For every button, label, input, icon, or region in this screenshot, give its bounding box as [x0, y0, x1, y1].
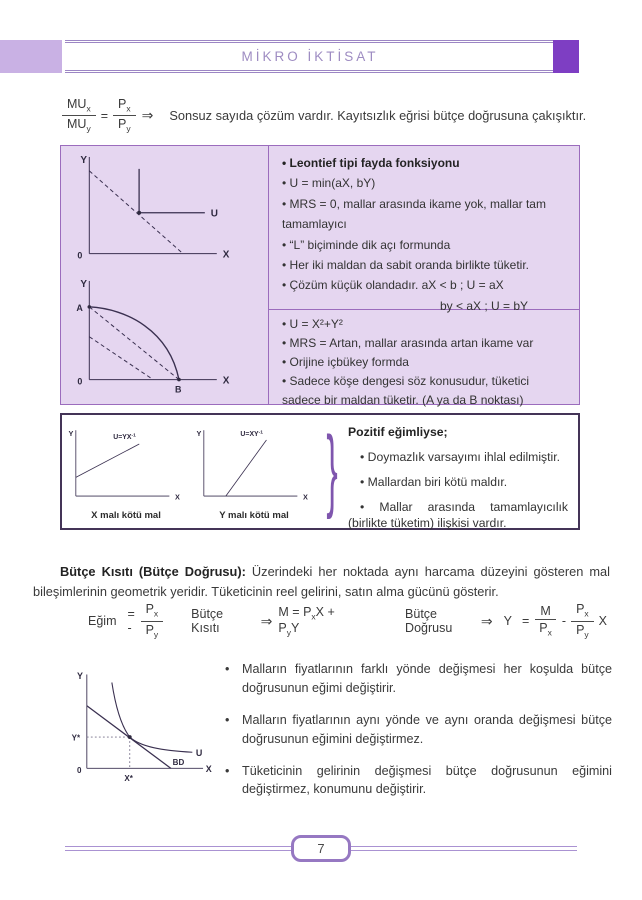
- l-shaped-indifference-graph: [65, 149, 265, 271]
- y-axis-label: Y: [80, 154, 87, 166]
- origin-label: 0: [77, 250, 83, 261]
- graph-caption: X malı kötü mal: [91, 510, 161, 521]
- concave-section: [269, 310, 579, 410]
- slope-formula: [88, 602, 163, 639]
- y-star-label: Y*: [71, 733, 81, 743]
- point-b: [177, 377, 181, 381]
- tangency-graph: [60, 666, 212, 792]
- footer-line-left: [65, 846, 291, 851]
- p-y-sub: y: [126, 123, 131, 134]
- formula-statement: Sonsuz sayıda çözüm vardır. Kayıtsızlık eğrisi bütçe doğrusuna çakışıktır.: [169, 108, 587, 124]
- list-item: • MRS = Artan, mallar arasında artan ikame var: [282, 334, 569, 353]
- x-axis-label: X: [175, 492, 180, 502]
- mu-x: MU: [67, 97, 87, 111]
- list-item: • U = min(aX, bY): [282, 173, 569, 193]
- p-x: P: [118, 97, 127, 111]
- budget-lead: Bütçe Kısıtı (Bütçe Doğrusu):: [60, 563, 246, 579]
- x-axis-label: X: [222, 249, 230, 261]
- constraint-equation: $M = P_xX + P_yY$: [278, 604, 335, 638]
- x-star-label: X*: [124, 773, 133, 783]
- income-price-fraction: $\frac{M}{P_x}$: [534, 604, 557, 638]
- budget-text: Üzerindeki her noktada aynı harcama düzeyini gösteren mal bileşimlerinin geometrik yeridir. Tüketicinin reel gelirini, satın alma gücünü gösterir.: [33, 563, 610, 600]
- tangency-point: [128, 735, 132, 739]
- implies-arrow-icon: ⇒: [141, 107, 154, 124]
- point-a-label: A: [76, 302, 83, 313]
- concave-indifference-graph: [65, 271, 265, 404]
- y-axis-label: Y: [76, 670, 83, 681]
- list-item: • MRS = 0, mallar arasında ikame yok, mallar tam tamamlayıcı: [282, 194, 569, 235]
- x-bad-good-graph: [62, 420, 184, 512]
- list-item: • Sadece köşe dengesi söz konusudur, tüketici sadece bir maldan tüketir. (A ya da B noktası): [282, 372, 569, 410]
- price-ratio-fraction: $\frac{P_x}{P_y}$: [141, 602, 164, 639]
- y-bad-good-figure: [190, 415, 318, 528]
- list-item: • Orijine içbükey formda: [282, 353, 569, 372]
- page-title: MİKRO İKTİSAT: [241, 49, 379, 64]
- bottom-section: [60, 656, 612, 812]
- slope-label: Eğim: [88, 614, 117, 628]
- list-item: • Çözüm küçük olandadır. aX < b ; U = aX: [282, 275, 569, 295]
- list-item: • Malların fiyatlarının aynı yönde ve aynı oranda değişmesi bütçe doğrusunun eğimini değiştirmez.: [218, 711, 612, 749]
- header-band: [65, 40, 555, 73]
- leontief-text-column: [269, 146, 579, 407]
- list-item: • “L” biçiminde dik açı formunda: [282, 235, 569, 255]
- footer-line-right: [351, 846, 577, 851]
- origin-label: 0: [77, 376, 83, 387]
- positive-slope-text: [346, 415, 578, 531]
- utility-label: $U=XY^{-1}$: [240, 430, 264, 438]
- leontief-utility-box: [60, 145, 580, 405]
- leontief-section: [269, 146, 579, 313]
- y-axis-label: Y: [80, 278, 87, 290]
- corner-point: [137, 211, 141, 215]
- utility-label: $U=YX^{-1}$: [113, 433, 136, 442]
- page-number-badge: [291, 835, 351, 862]
- graph-caption: Y malı kötü mal: [219, 510, 289, 521]
- list-item: • Tüketicinin gelirinin değişmesi bütçe doğrusunun eğimini değiştirmez, konumunu değiştirir.: [218, 762, 612, 800]
- l-shaped-curve: [139, 169, 205, 213]
- equals-sign: =: [100, 108, 109, 123]
- x-axis-label: X: [222, 375, 230, 387]
- mu-x-sub: x: [86, 103, 91, 114]
- x-bad-good-figure: [62, 415, 190, 528]
- tangency-figure: [60, 656, 212, 812]
- p-x-sub: x: [126, 103, 131, 114]
- indifference-curve: [112, 683, 192, 753]
- positive-slope-title: Pozitif eğimliyse;: [348, 425, 448, 439]
- origin-label: 0: [76, 765, 82, 775]
- utility-line: [226, 440, 267, 496]
- y-axis-label: Y: [68, 428, 74, 438]
- header-left-strip: [0, 40, 62, 73]
- leontief-title: • Leontief tipi fayda fonksiyonu: [282, 153, 569, 173]
- mu-y: MU: [67, 117, 87, 132]
- mu-y-sub: y: [86, 123, 91, 134]
- budget-constraint-formula: [191, 605, 351, 638]
- line-label: Bütçe Doğrusu: [405, 607, 453, 635]
- mu-ratio-fraction: [62, 97, 96, 134]
- list-item: • Mallar arasında tamamlayıcılık (birlikte tüketim) ilişkisi vardır.: [348, 499, 568, 531]
- mrs-equilibrium-formula: [62, 97, 610, 134]
- positive-slope-box: [60, 413, 580, 530]
- budget-formulas-row: [60, 594, 612, 648]
- page-number: 7: [317, 840, 325, 856]
- price-ratio-fraction: [113, 97, 136, 134]
- y-bad-good-graph: [190, 420, 312, 512]
- chord-dashed: [89, 306, 179, 379]
- constraint-label: Bütçe Kısıtı: [191, 607, 224, 635]
- list-item: • U = X²+Y²: [282, 315, 569, 334]
- implies-arrow-icon: ⇒: [480, 612, 493, 629]
- equals-minus: = -: [127, 607, 135, 635]
- point-a: [88, 305, 92, 309]
- price-ratio-fraction: $\frac{P_x}{P_y}$: [571, 602, 594, 639]
- utility-line: [76, 444, 139, 477]
- budget-line-formula: Bütçe Doğrusu ⇒ Y = $\frac{M}{P_x}$ - $\frac{P_x}{P_y}$ X: [405, 602, 607, 639]
- list-item: • Her iki maldan da sabit oranda birlikte tüketir.: [282, 255, 569, 275]
- page-footer: [65, 833, 577, 863]
- point-b-label: B: [174, 384, 182, 395]
- curly-brace-icon: }: [326, 418, 338, 522]
- x-axis-label: X: [303, 492, 308, 502]
- x-axis-label: X: [205, 763, 212, 774]
- u-curve-label: U: [210, 208, 219, 220]
- list-item: • Doymazlık varsayımı ihlal edilmiştir.: [348, 449, 568, 465]
- budget-line-dashed: [89, 336, 153, 379]
- leontief-graphs-column: [61, 146, 269, 404]
- implies-arrow-icon: ⇒: [260, 612, 273, 629]
- list-item: • Mallardan biri kötü maldır.: [348, 474, 568, 490]
- p-y: P: [118, 117, 127, 132]
- bd-line-label: BD: [172, 757, 185, 767]
- header-corner-square: [553, 40, 579, 73]
- y-axis-label: Y: [196, 428, 202, 438]
- list-item-continuation: by < aX ; U = bY: [440, 298, 529, 313]
- list-item: • Malların fiyatlarının farklı yönde değişmesi her koşulda bütçe doğrusunun eğimi değiştirir.: [218, 660, 612, 698]
- u-curve-label: U: [195, 747, 203, 758]
- budget-rules-list: [218, 656, 612, 812]
